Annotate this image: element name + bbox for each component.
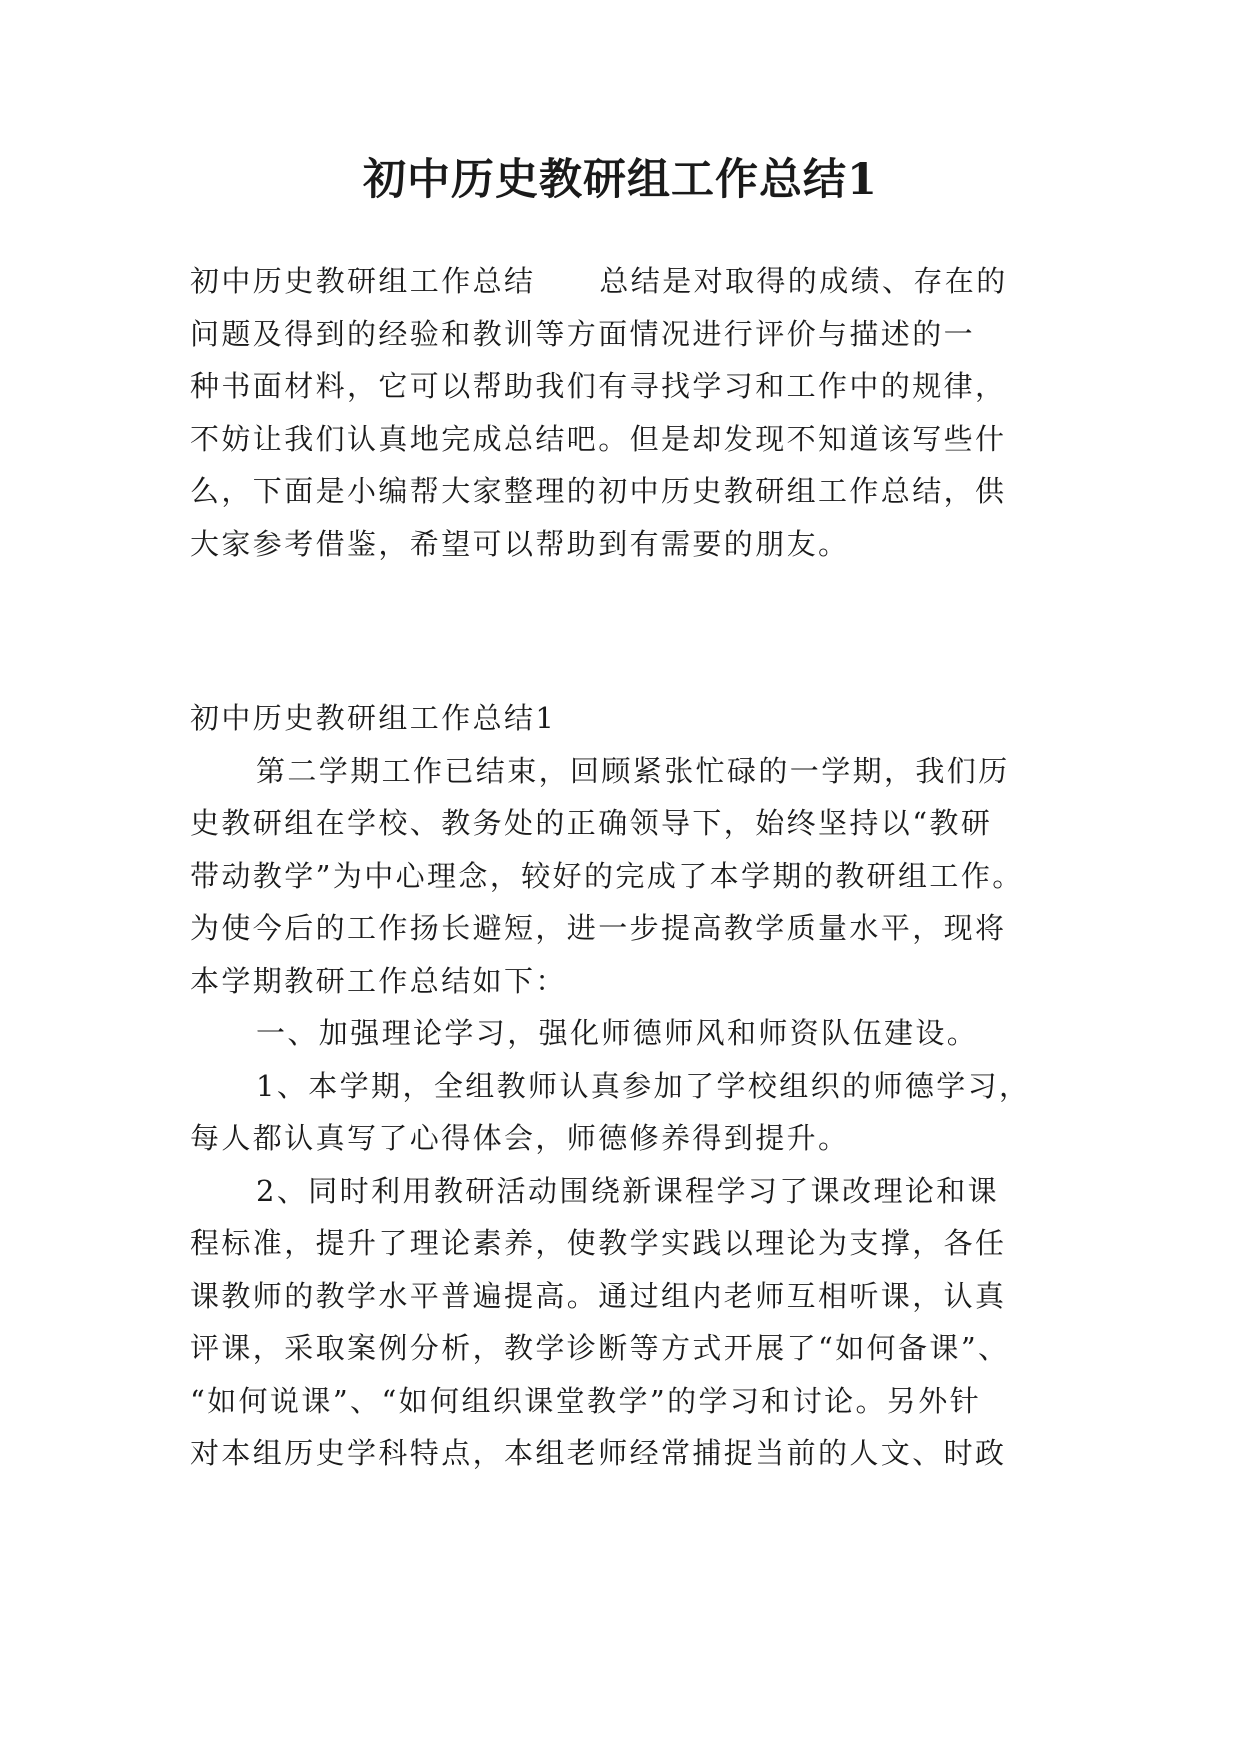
item-line: 1、本学期，全组教师认真参加了学校组织的师德学习， [256, 1068, 1031, 1103]
report-section [190, 692, 1050, 1480]
document-title: 初中历史教研组工作总结1 [363, 155, 878, 205]
paragraph-line: 第二学期工作已结束，回顾紧张忙碌的一学期，我们历 [256, 753, 1010, 788]
intro-line: 大家参考借鉴，希望可以帮助到有需要的朋友。 [190, 526, 850, 561]
section-heading: 初中历史教研组工作总结1 [190, 701, 557, 735]
item-line: 程标准，提升了理论素养，使教学实践以理论为支撑，各任 [190, 1226, 1007, 1260]
item-line: 评课，采取案例分析，教学诊断等方式开展了“如何备课”、 [190, 1331, 1010, 1365]
intro-lead: 初中历史教研组工作总结 [190, 264, 536, 298]
item-line: 2、同时利用教研活动围绕新课程学习了课改理论和课 [256, 1173, 1000, 1208]
intro-line: 问题及得到的经验和教训等方面情况进行评价与描述的一 [190, 316, 976, 351]
intro-line: 不妨让我们认真地完成总结吧。但是却发现不知道该写些什 [190, 421, 1007, 456]
item-line: 每人都认真写了心得体会，师德修养得到提升。 [190, 1121, 850, 1155]
intro-line-1 [190, 255, 1050, 308]
item-line: 课教师的教学水平普遍提高。通过组内老师互相听课，认真 [190, 1278, 1007, 1313]
intro-line: 种书面材料，它可以帮助我们有寻找学习和工作中的规律， [190, 369, 1007, 403]
paragraph-line: 为使今后的工作扬长避短，进一步提高教学质量水平，现将 [190, 911, 1007, 945]
item-line: “如何说课”、“如何组织课堂教学”的学习和讨论。另外针 [190, 1383, 982, 1418]
intro-line: 么，下面是小编帮大家整理的初中历史教研组工作总结，供 [190, 474, 1007, 508]
item-line: 对本组历史学科特点，本组老师经常捕捉当前的人文、时政 [190, 1436, 1007, 1470]
paragraph-line: 本学期教研工作总结如下： [190, 963, 567, 998]
point-heading: 一、加强理论学习，强化师德师风和师资队伍建设。 [256, 1016, 979, 1050]
intro-paragraph [190, 255, 1050, 570]
paragraph-line: 带动教学”为中心理念，较好的完成了本学期的教研组工作。 [190, 858, 1024, 893]
paragraph-line: 史教研组在学校、教务处的正确领导下，始终坚持以“教研 [190, 806, 993, 840]
intro-text: 总结是对取得的成绩、存在的 [599, 264, 1008, 298]
